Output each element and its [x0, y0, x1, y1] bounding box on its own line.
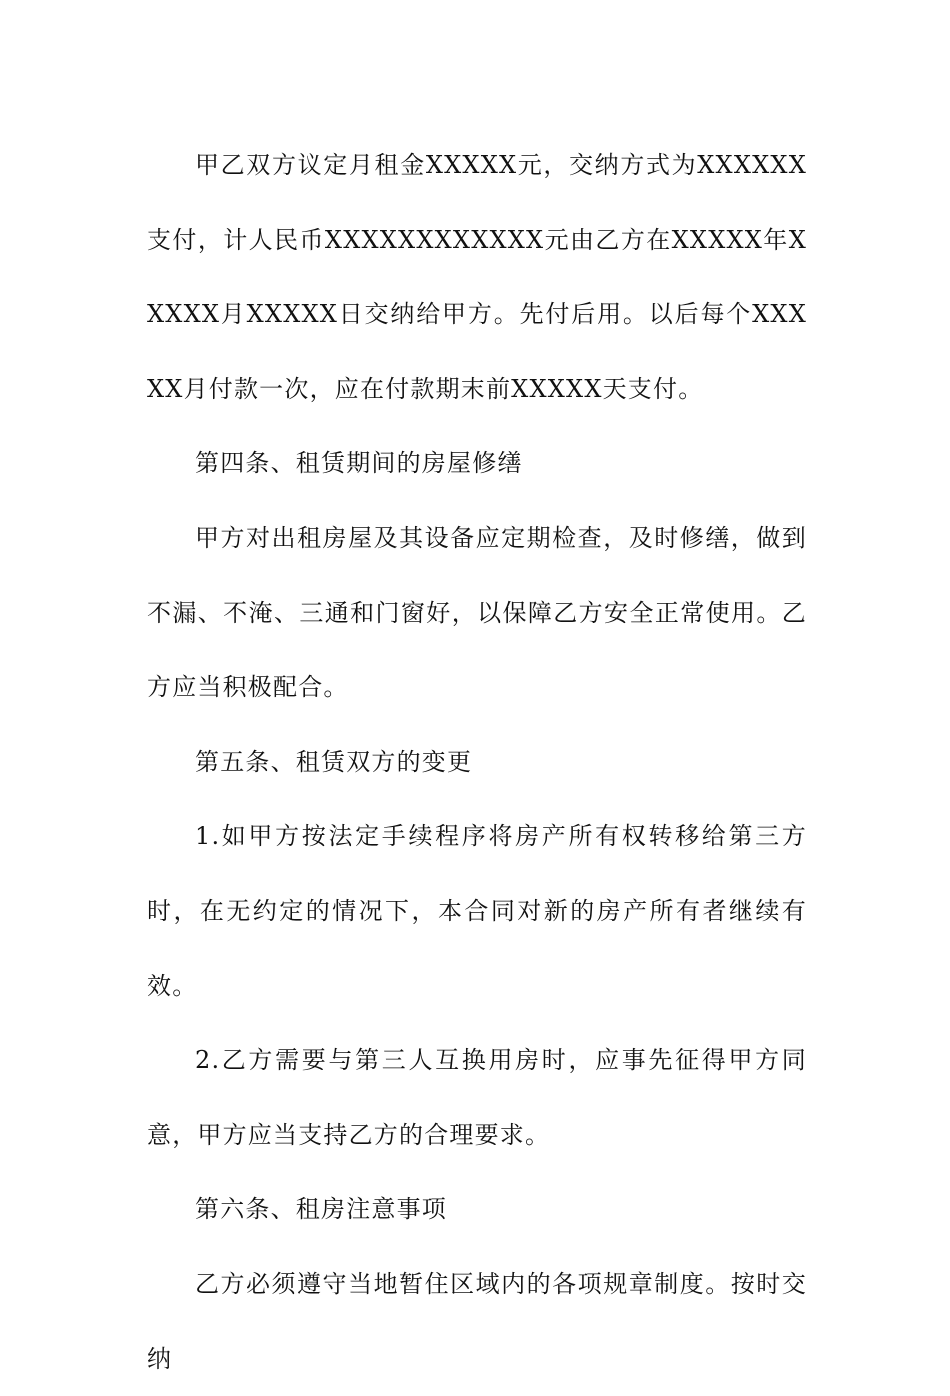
paragraph-rent-payment: 甲乙双方议定月租金XXXXX元，交纳方式为XXXXXX支付，计人民币XXXXXXXXXXXX元由乙方在XXXXX年XXXXX月XXXXX日交纳给甲方。先付后用。以后每个XXXXX月付款一次，应在付款期末前XXXXX天支付。: [147, 151, 807, 403]
section-heading-article-6: 第六条、租房注意事项: [195, 1195, 447, 1224]
paragraph-room-exchange: 2.乙方需要与第三人互换用房时，应事先征得甲方同意，甲方应当支持乙方的合理要求。: [147, 1046, 807, 1149]
section-heading-article-5: 第五条、租赁双方的变更: [195, 747, 473, 776]
document-body: [147, 128, 807, 1396]
paragraph-regulations: 乙方必须遵守当地暂住区域内的各项规章制度。按时交纳: [147, 1269, 807, 1373]
paragraph-ownership-transfer: 1.如甲方按法定手续程序将房产所有权转移给第三方时，在无约定的情况下，本合同对新的房产所有者继续有效。: [147, 822, 807, 1000]
paragraph-repairs: 甲方对出租房屋及其设备应定期检查，及时修缮，做到不漏、不淹、三通和门窗好，以保障乙方安全正常使用。乙方应当积极配合。: [147, 523, 807, 702]
section-heading-article-4: 第四条、租赁期间的房屋修缮: [195, 449, 523, 478]
